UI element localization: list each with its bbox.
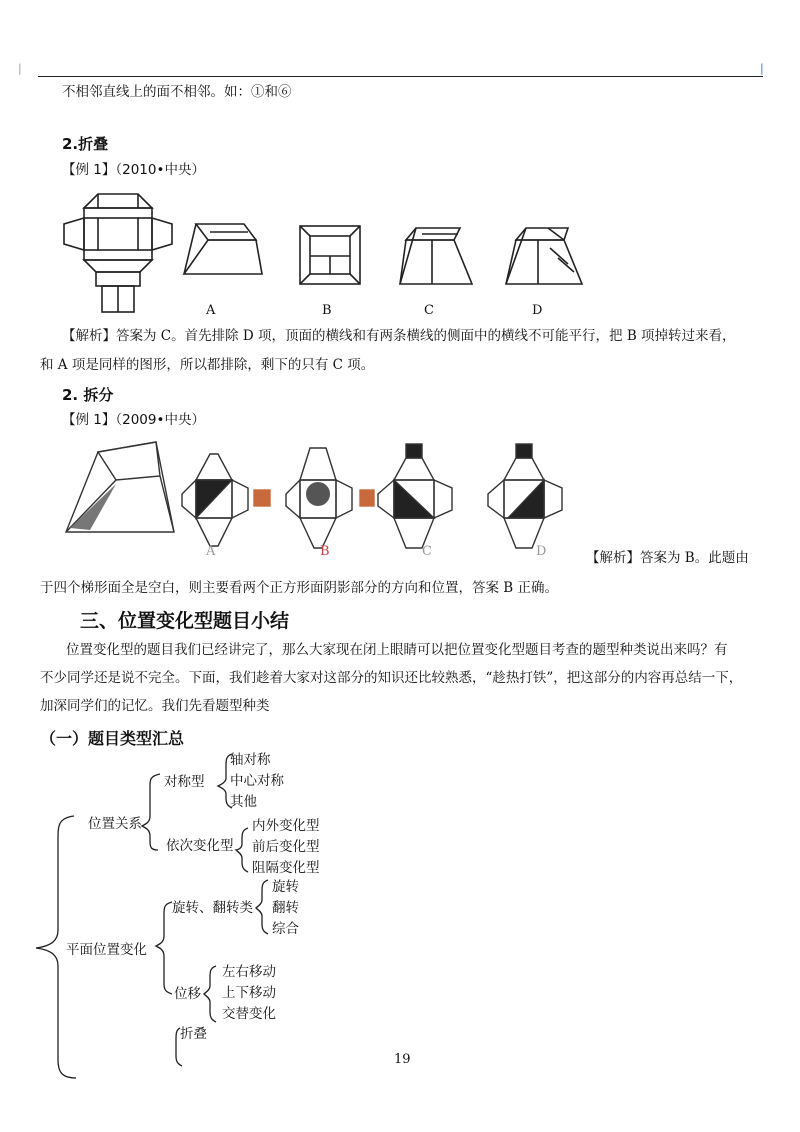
header-left-mark: | <box>18 62 22 75</box>
summary-title: （一）题目类型汇总 <box>40 729 185 748</box>
tree-planar: 平面位置变化 <box>66 942 147 958</box>
fold-heading: 2.折叠 <box>62 135 109 153</box>
tree-front-back: 前后变化型 <box>252 839 320 855</box>
tree-left-right: 左右移动 <box>222 964 276 980</box>
split-analysis-line2: 于四个梯形面全是空白，则主要看两个正方形面阴影部分的方向和位置，答案 B 正确。 <box>40 580 559 596</box>
section-paragraph-line-2: 不少同学还是说不完全。下面，我们趁着大家对这部分的知识还比较熟悉，“趁热打铁”，把这部分的内容再总结一下， <box>40 670 743 686</box>
tree-axis-symmetry: 轴对称 <box>230 752 271 768</box>
tree-shift: 位移 <box>174 986 201 1002</box>
section-paragraph-line-3: 加深同学们的记忆。我们先看题型种类 <box>40 698 270 714</box>
split-example: 【例 1】（2009•中央） <box>62 412 205 428</box>
tree-alternating: 交替变化 <box>222 1006 276 1022</box>
fold-label-c: C <box>424 303 434 318</box>
tree-center-symmetry: 中心对称 <box>230 773 284 789</box>
tree-rotate: 旋转 <box>272 879 299 895</box>
intro-line: 不相邻直线上的面不相邻。如：①和⑥ <box>62 84 292 100</box>
section-title: 三、位置变化型题目小结 <box>80 610 290 632</box>
page-number: 19 <box>394 1052 411 1067</box>
tree-symmetry: 对称型 <box>164 774 205 790</box>
split-analysis-tail: 【解析】答案为 B。此题由 <box>586 550 749 566</box>
tree-alternate: 阻隔变化型 <box>252 860 320 876</box>
split-label-a: A <box>206 544 216 559</box>
split-heading: 2. 拆分 <box>62 386 114 404</box>
header-right-mark: | <box>760 62 764 75</box>
tree-sequential: 依次变化型 <box>166 838 234 854</box>
split-label-b: B <box>320 544 330 559</box>
split-label-d: D <box>536 544 547 559</box>
fold-analysis-line2: 和 A 项是同样的图形，所以都排除，剩下的只有 C 项。 <box>40 357 375 373</box>
fold-label-a: A <box>206 303 216 318</box>
fold-label-b: B <box>322 303 332 318</box>
tree-rotate-flip: 旋转、翻转类 <box>172 900 253 916</box>
tree-combined: 综合 <box>272 921 299 937</box>
fold-example: 【例 1】（2010•中央） <box>62 162 205 178</box>
tree-inner-outer: 内外变化型 <box>252 818 320 834</box>
tree-flip: 翻转 <box>272 900 299 916</box>
tree-other: 其他 <box>230 794 257 810</box>
split-label-c: C <box>422 544 432 559</box>
tree-position-relation: 位置关系 <box>88 816 142 832</box>
tree-up-down: 上下移动 <box>222 985 276 1001</box>
tree-fold: 折叠 <box>180 1026 207 1042</box>
fold-analysis: 【解析】答案为 C。首先排除 D 项，顶面的横线和有两条横线的侧面中的横线不可能平行，把 B 项掉转过来看， <box>62 328 736 344</box>
fold-label-d: D <box>532 303 543 318</box>
section-paragraph-line-1: 位置变化型的题目我们已经讲完了，那么大家现在闭上眼睛可以把位置变化型题目考查的题型种类说出来吗？有 <box>66 642 728 658</box>
